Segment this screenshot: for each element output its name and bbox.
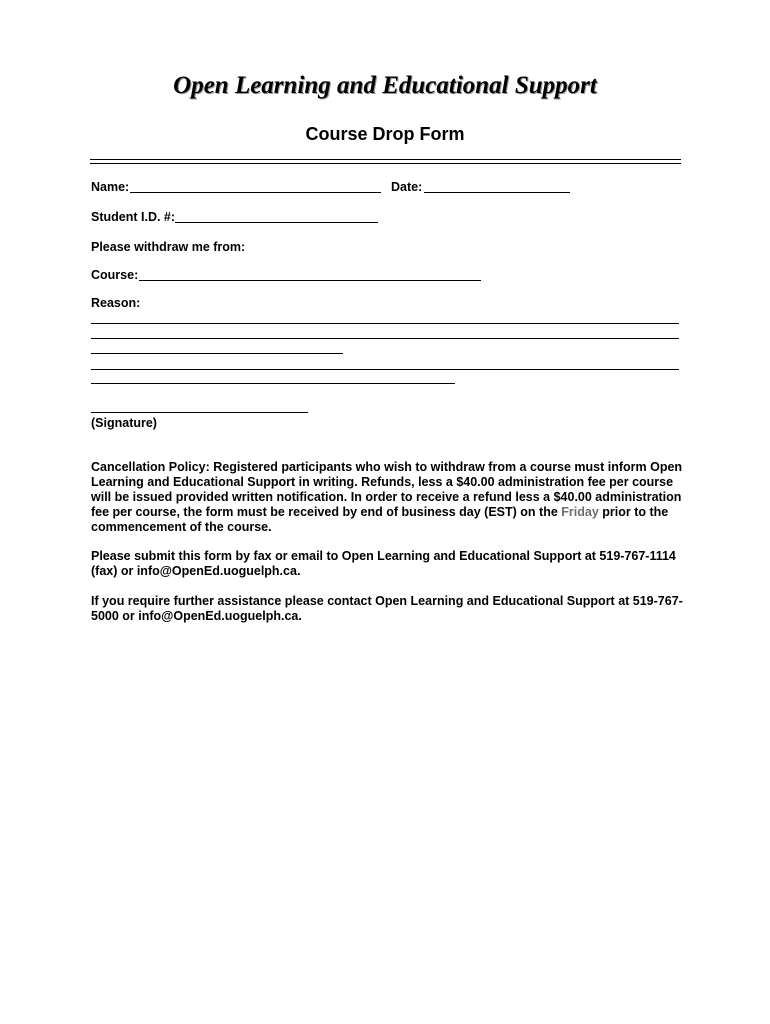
name-label: Name: xyxy=(91,180,130,194)
withdraw-prompt: Please withdraw me from: xyxy=(91,240,246,254)
reason-line[interactable] xyxy=(91,369,679,370)
organization-title: Open Learning and Educational Support xyxy=(173,72,597,99)
date-field-line[interactable] xyxy=(424,192,570,193)
assistance-contact: If you require further assistance please contact Open Learning and Educational Support at 519-767-5000 or info@OpenEd.uoguelph.ca. xyxy=(91,594,683,623)
student-id-field-line[interactable] xyxy=(175,222,378,223)
header-divider-top xyxy=(90,159,681,160)
reason-line[interactable] xyxy=(91,338,679,339)
form-title: Course Drop Form xyxy=(305,124,465,144)
reason-line[interactable] xyxy=(91,353,343,354)
reason-line[interactable] xyxy=(91,323,679,324)
student-id-label: Student I.D. #: xyxy=(91,210,176,224)
signature-label: (Signature) xyxy=(91,416,157,430)
policy-text: Cancellation Policy: Registered participants who wish to withdraw from a course must inform Open Learning and Educational Support in writing. Refunds, less a $40.00 administration fee per course will be issued provided written notification. In order to receive a refund less a $40.00 administration fee per course, the form must be received by end of business day (EST) on the xyxy=(91,460,683,519)
submit-instructions: Please submit this form by fax or email to Open Learning and Educational Support at 519-767-1114 (fax) or info@OpenEd.uoguelph.ca. xyxy=(91,549,676,578)
reason-line[interactable] xyxy=(91,383,455,384)
course-field-line[interactable] xyxy=(139,280,481,281)
signature-line[interactable] xyxy=(91,412,308,413)
policy-text-end: prior to the commencement of the course. xyxy=(91,505,669,534)
policy-highlight-day: Friday xyxy=(561,505,599,519)
date-label: Date: xyxy=(391,180,423,194)
course-label: Course: xyxy=(91,268,139,282)
reason-label: Reason: xyxy=(91,296,141,310)
name-field-line[interactable] xyxy=(130,192,381,193)
cancellation-policy xyxy=(91,460,691,535)
header-divider-bottom xyxy=(90,163,681,164)
